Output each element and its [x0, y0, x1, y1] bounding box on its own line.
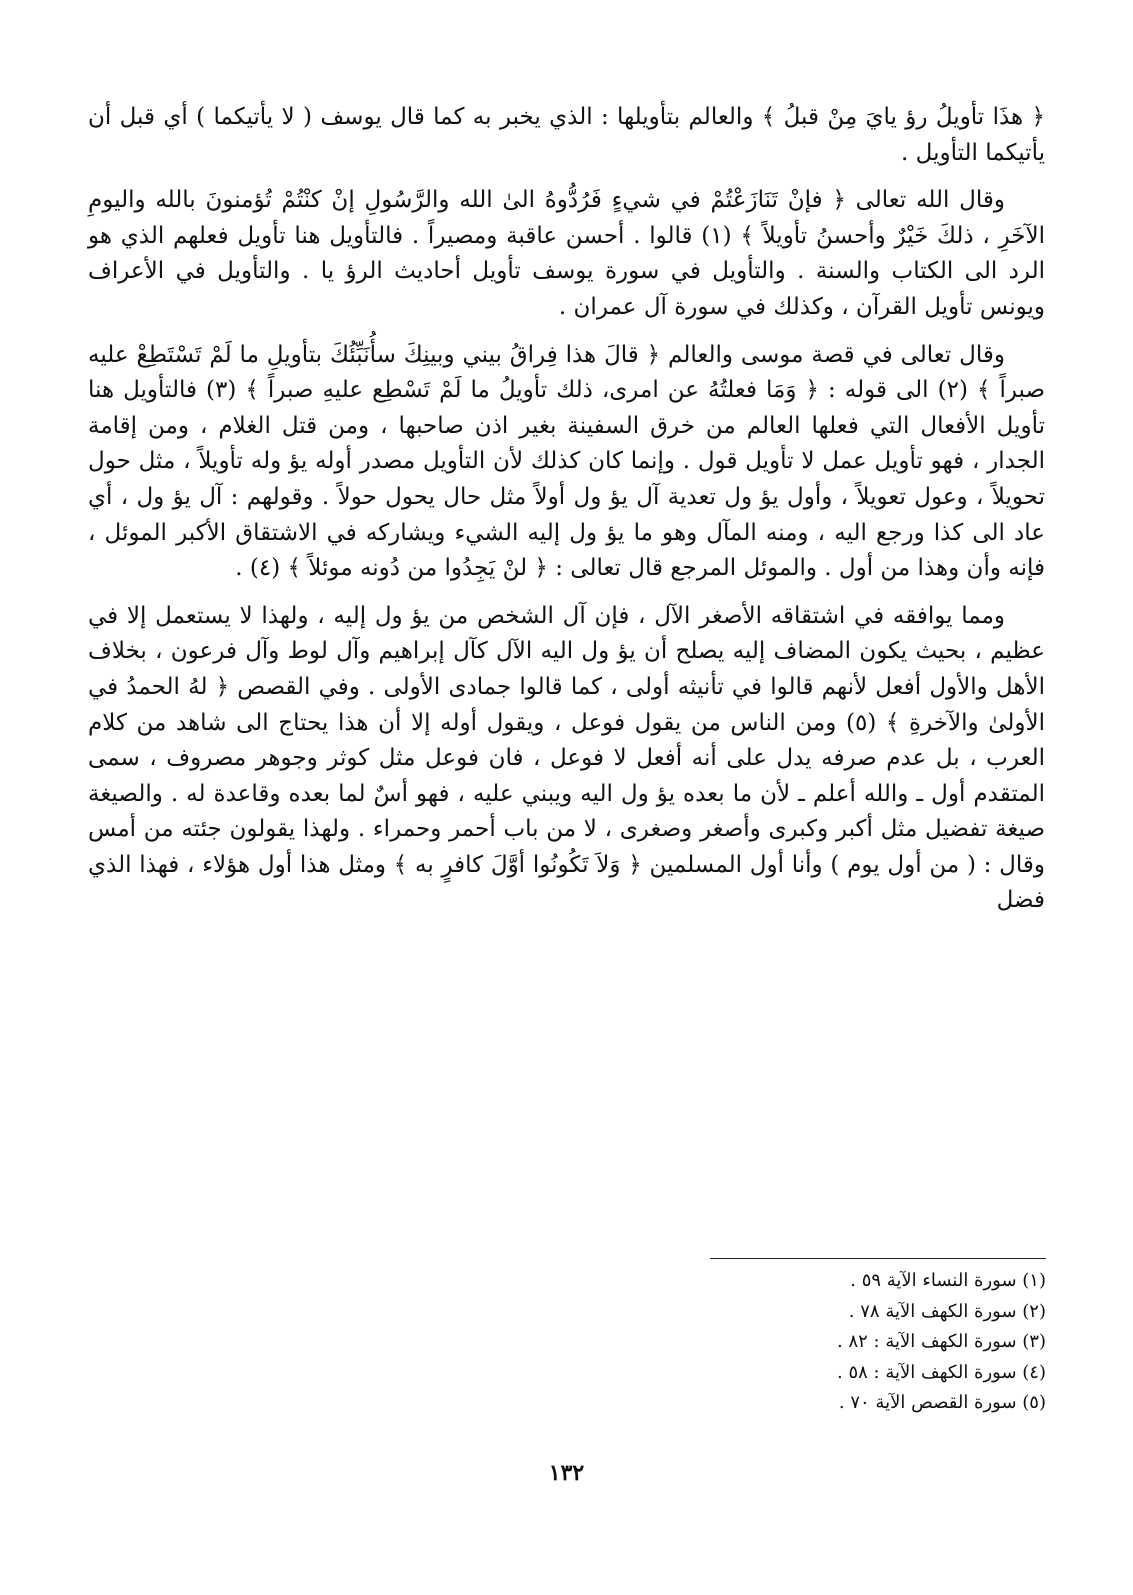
footnote-2: (٢) سورة الكهف الآية ٧٨ .	[848, 1300, 1046, 1322]
paragraph-4: ومما يوافقه في اشتقاقه الأصغر الآل ، فإن آل الشخص من يؤ ول إليه ، ولهذا لا يستعمل إلا في عظيم ، بحيث يكون المضاف إليه يصلح أن يؤ ول اليه الآل كآل إبراهيم وآل لوط وآل فرعون ، بخلاف الأهل والأول أفعل لأنهم قالوا في تأنيثه أولى ، كما قالوا جمادى الأولى . وفي القصص ﴿ لهُ الحمدُ في الأولىٰ والآخرةِ ﴾ (٥) ومن الناس من يقول فوعل ، ويقول أوله إلا أن هذا يحتاج الى شاهد من كلام العرب ، بل عدم صرفه يدل على أنه أفعل لا فوعل ، فان فوعل مثل كوثر وجوهر مصروف ، سمى المتقدم أول ـ والله أعلم ـ لأن ما بعده يؤ ول اليه ويبني عليه ، فهو أسٌ لما بعده وقاعدة له . والصيغة صيغة تفضيل مثل أكبر وكبرى وأصغر وصغرى ، لا من باب أحمر وحمراء . ولهذا يقولون جئته من أمس وقال : ( من أول يوم ) وأنا أول المسلمين ﴿ وَلاَ تَكُونُوا أوَّلَ كافرٍ به ﴾ ومثل هذا أول هؤلاء ، فهذا الذي فضل	[88, 602, 1045, 914]
footnote-4: (٤) سورة الكهف الآية : ٥٨ .	[837, 1361, 1046, 1383]
footnotes	[600, 1266, 1046, 1419]
footnote-separator	[710, 1258, 1046, 1259]
footnote-3: (٣) سورة الكهف الآية : ٨٢ .	[837, 1331, 1046, 1352]
footnote-5: (٥) سورة القصص الآية ٧٠ .	[838, 1392, 1046, 1413]
paragraph-1: ﴿ هذَا تأويلُ رؤ يايَ مِنْ قبلُ ﴾ والعالم بتأويلها : الذي يخبر به كما قال يوسف ( لا يأتيكما ) أي قبل أن يأتيكما التأويل .	[88, 104, 1045, 166]
page-number: ١٣٢	[548, 1460, 585, 1486]
footnote-1: (١) سورة النساء الآية ٥٩ .	[850, 1270, 1046, 1291]
paragraph-2: وقال الله تعالى ﴿ فإنْ تَنَازَعْتُمْ في شيءٍ فَرُدُّوهُ الىٰ الله والرَّسُولِ إنْ كنْتُمْ تُؤمنونَ بالله واليومِ الآخَرِ ، ذلكَ خَيْرٌ وأحسنُ تأويلاً ﴾ (١) قالوا . أحسن عاقبة ومصيراً . فالتأويل هنا تأويل فعلهم الذي هو الرد الى الكتاب والسنة . والتأويل في سورة يوسف تأويل أحاديث الرؤ يا . والتأويل في الأعراف ويونس تأويل القرآن ، وكذلك في سورة آل عمران .	[88, 187, 1046, 320]
page-body	[88, 100, 1045, 931]
paragraph-3: وقال تعالى في قصة موسى والعالم ﴿ قالَ هذا فِراقُ بيني وبينِكَ سأُنَبِّئُكَ بتأويلِ ما لَمْ تَسْتَطِعْ عليه صبراً ﴾ (٢) الى قوله : ﴿ وَمَا فعلتُهُ عن امرى، ذلك تأويلُ ما لَمْ تَسْطِع عليهِ صبراً ﴾ (٣) فالتأويل هنا تأويل الأفعال التي فعلها العالم من خرق السفينة بغير اذن صاحبها ، ومن قتل الغلام ، ومن إقامة الجدار ، فهو تأويل عمل لا تأويل قول . وإنما كان كذلك لأن التأويل مصدر أوله يؤ وله تأويلاً ، مثل حول تحويلاً ، وعول تعويلاً ، وأول يؤ ول تعدية آل يؤ ول أولاً مثل حال يحول حولاً . وقولهم : آل يؤ ول ، أي عاد الى كذا ورجع اليه ، ومنه المآل وهو ما يؤ ول إليه الشيء ويشاركه في الاشتقاق الأكبر الموئل ، فإنه وأن وهذا من أول . والموئل المرجع قال تعالى : ﴿ لنْ يَجِدُوا من دُونه موئلاً ﴾ (٤) .	[88, 341, 1045, 582]
